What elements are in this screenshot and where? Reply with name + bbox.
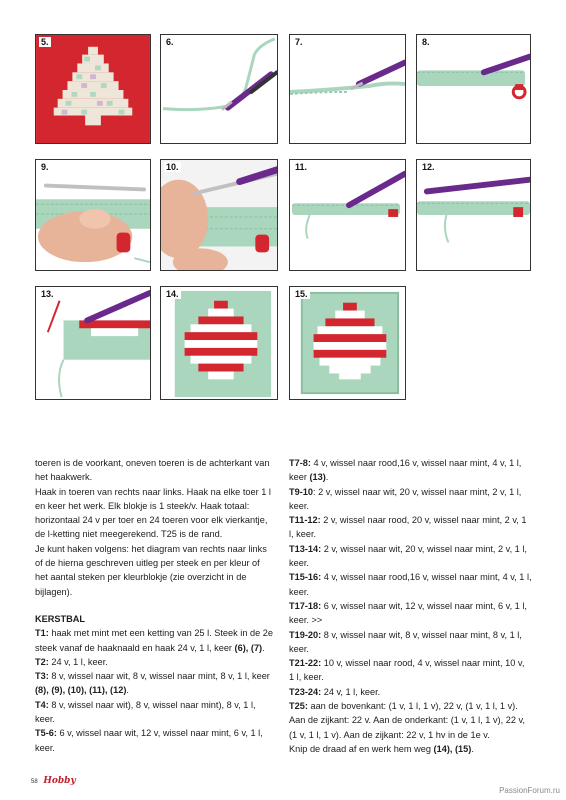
- instruction-row: T9-10: 2 v, wissel naar wit, 20 v, wissel naar mint, 2 v, 1 l, keer.: [289, 486, 522, 511]
- first-row-image: [417, 35, 530, 143]
- photo-label: 10.: [166, 162, 179, 172]
- instruction-row: T1: haak met mint met een ketting van 25 l. Steek in de 2e steek vanaf de haaknaald en haak 24 v, 1 l, keer (6), (7).: [35, 628, 273, 653]
- photo-label: 12.: [422, 162, 435, 172]
- photo-label: 11.: [295, 162, 308, 172]
- instruction-row: T3: 8 v, wissel naar wit, 8 v, wissel naar mint, 8 v, 1 l, keer (8), (9), (10), (11), (12).: [35, 671, 270, 696]
- second-row-image: [417, 160, 530, 270]
- hook-through-stitch-image: [161, 160, 277, 270]
- photo-step-8: [416, 34, 531, 144]
- photo-label: 13.: [41, 289, 54, 299]
- watermark: PassionForum.ru: [499, 786, 560, 795]
- finished-ornament-square-image: [290, 287, 405, 399]
- turning-row-image: [290, 160, 405, 270]
- colour-change-image: [36, 287, 150, 399]
- instruction-row: T25: aan de bovenkant: (1 v, 1 l, 1 v), 22 v, (1 v, 1 l, 1 v). Aan de zijkant: 22 v. Aan de onderkant: (1 v, 1 l, 1 v), 22 v, (1 v, 1 l, 1 v). Aan de zijkant: 22 v, 1 hv in de 1e v.: [289, 701, 525, 740]
- instruction-row: T2: 24 v, 1 l, keer.: [35, 656, 108, 667]
- instruction-row: T21-22: 10 v, wissel naar rood, 4 v, wissel naar mint, 10 v, 1 l, keer.: [289, 658, 525, 683]
- instruction-row: T13-14: 2 v, wissel naar wit, 20 v, wissel naar mint, 2 v, 1 l, keer.: [289, 543, 527, 569]
- photo-label: 14.: [166, 289, 179, 299]
- intro-paragraph: toeren is de voorkant, oneven toeren is de achterkant van het haakwerk.: [35, 458, 270, 483]
- left-text-column: [35, 456, 275, 755]
- closing-row: Knip de draad af en werk hem weg (14), (15).: [289, 743, 474, 754]
- magazine-logo: Hobby: [43, 776, 76, 786]
- instruction-row: T7-8: 4 v, wissel naar rood,16 v, wissel naar mint, 4 v, 1 l, keer (13).: [289, 458, 522, 483]
- intro-paragraph: Haak in toeren van rechts naar links. Haak na elke toer 1 l en keer het werk. Elk blokje is 1 steek/v. Haak totaal: horizontaal 24 v per toer en 24 toeren voor elk vierkantje, de l-ketting niet meegerekend. T25 is de rand.: [35, 486, 271, 540]
- photo-label: 15.: [295, 289, 308, 299]
- photo-step-10: [160, 159, 278, 271]
- photo-step-5: [35, 34, 151, 144]
- instruction-row: T19-20: 8 v, wissel naar wit, 8 v, wissel naar mint, 8 v, 1 l, keer.: [289, 629, 522, 654]
- instruction-row: T23-24: 24 v, 1 l, keer.: [289, 686, 381, 697]
- photo-step-6: [160, 34, 278, 144]
- page-number: 58: [31, 779, 38, 785]
- photo-step-13: [35, 286, 151, 400]
- instruction-row: T15-16: 4 v, wissel naar rood,16 v, wissel naar mint, 4 v, 1 l, keer.: [289, 572, 532, 597]
- instruction-row: T4: 8 v, wissel naar wit), 8 v, wissel naar mint), 8 v, 1 l, keer.: [35, 699, 256, 725]
- chain-stitch-image: [161, 35, 277, 143]
- photo-label: 6.: [166, 37, 174, 47]
- photo-step-11: [289, 159, 406, 271]
- photo-step-9: [35, 159, 151, 271]
- chain-row-image: [290, 35, 405, 143]
- photo-label: 9.: [41, 162, 49, 172]
- christmas-tree-square-image: [36, 35, 150, 143]
- photo-step-12: [416, 159, 531, 271]
- photo-step-14: [160, 286, 278, 400]
- section-heading: KERSTBAL: [35, 613, 86, 624]
- instruction-row: T17-18: 6 v, wissel naar wit, 12 v, wissel naar mint, 6 v, 1 l, keer. >>: [289, 600, 527, 626]
- hands-crochet-image: [36, 160, 150, 270]
- page-footer: [31, 776, 76, 786]
- photo-step-15: [289, 286, 406, 400]
- right-text-column: [289, 456, 532, 756]
- christmas-ornament-back-image: [161, 287, 277, 399]
- intro-paragraph: Je kunt haken volgens: het diagram van rechts naar links of de hierna geschreven uitleg per steek en per kleur of het aantal steken per kleurblokje (zie overzicht in de bijlagen).: [35, 543, 267, 597]
- photo-label: 7.: [295, 37, 303, 47]
- instruction-row: T11-12: 2 v, wissel naar rood, 20 v, wissel naar mint, 2 v, 1 l, keer.: [289, 515, 527, 540]
- instruction-row: T5-6: 6 v, wissel naar wit, 12 v, wissel naar mint, 6 v, 1 l, keer.: [35, 728, 263, 753]
- photo-label: 8.: [422, 37, 430, 47]
- photo-label: 5.: [41, 37, 49, 47]
- photo-step-7: [289, 34, 406, 144]
